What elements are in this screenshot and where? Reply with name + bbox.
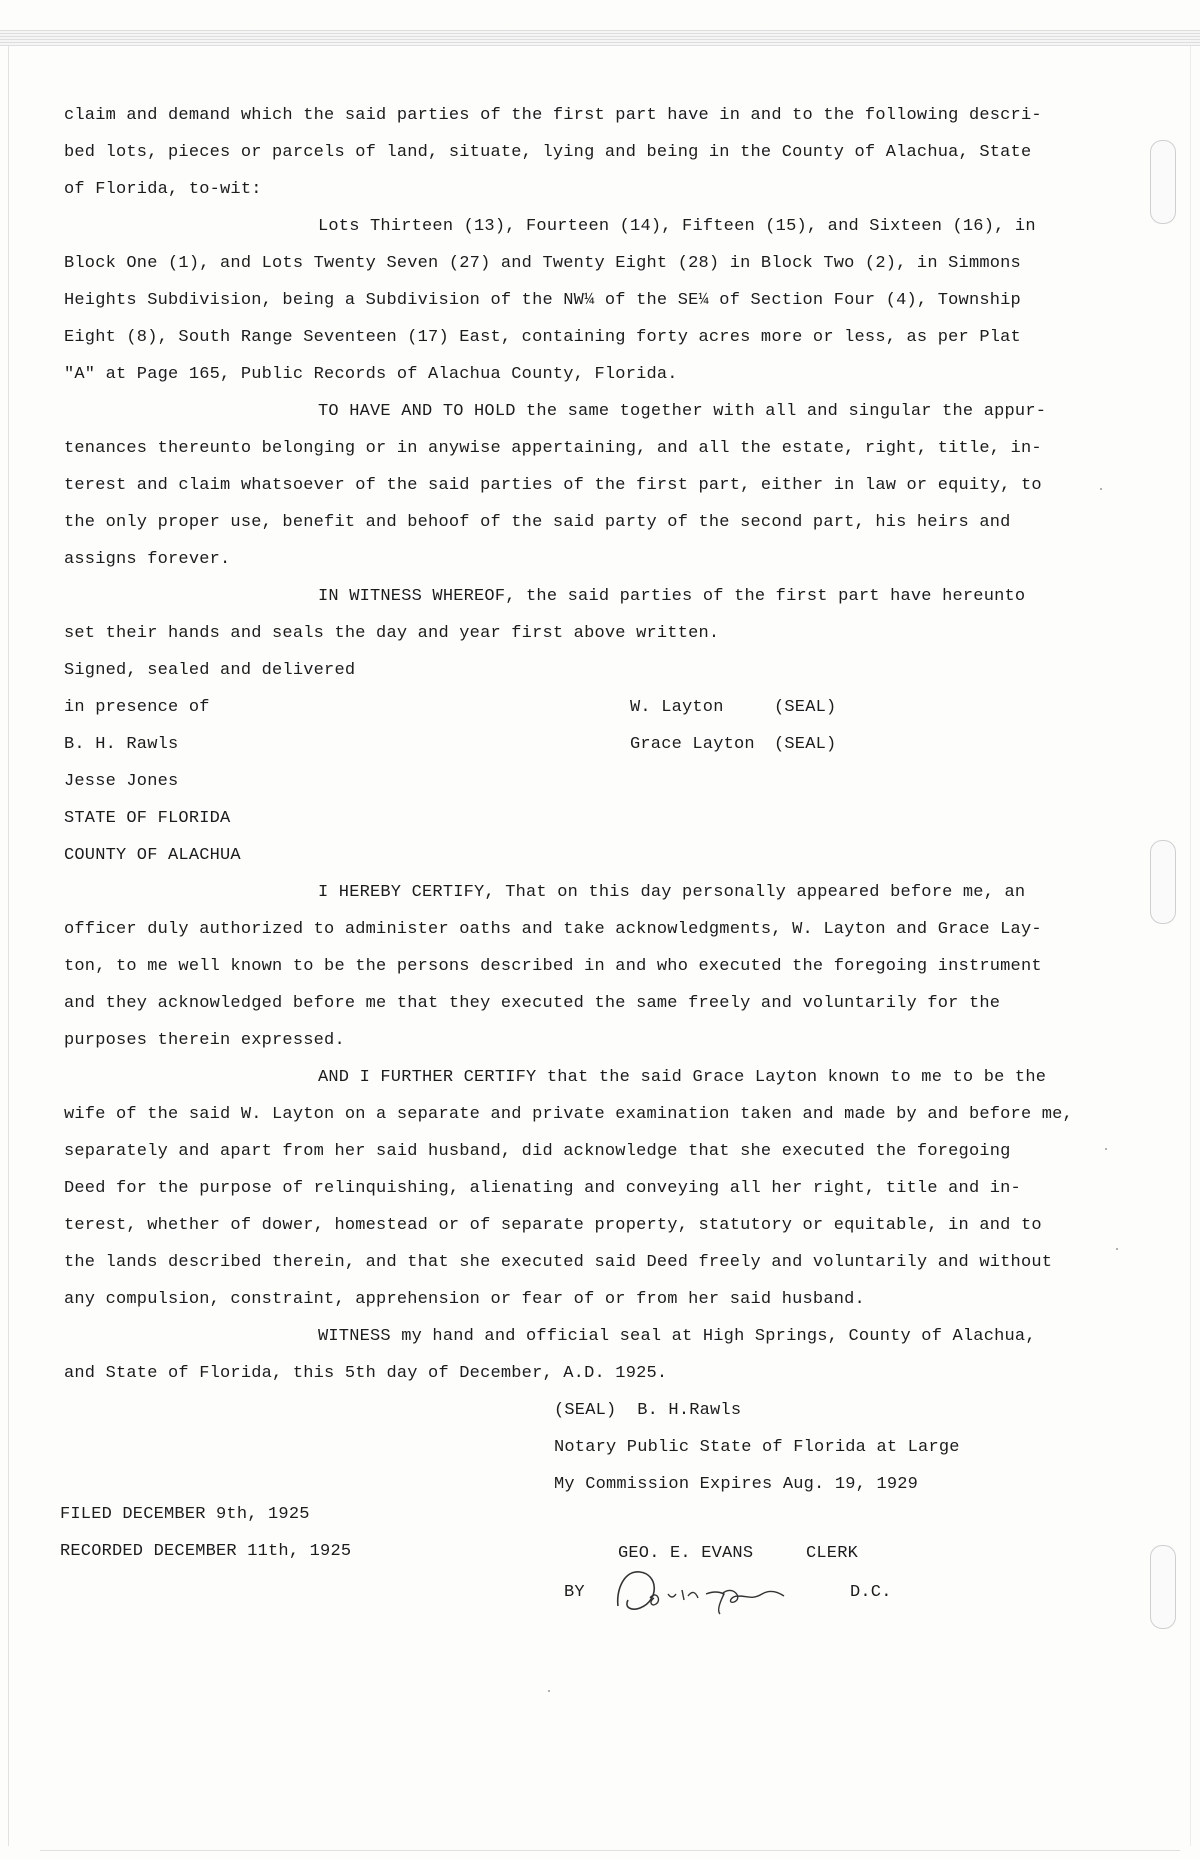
speck (1105, 1148, 1107, 1150)
grantor-signature: W. Layton (630, 698, 724, 717)
body-line: IN WITNESS WHEREOF, the said parties of the first part have hereunto (318, 587, 1026, 606)
body-line: assigns forever. (64, 550, 231, 569)
body-line: WITNESS my hand and official seal at High Springs, County of Alachua, (318, 1327, 1036, 1346)
by-label: BY (564, 1583, 585, 1602)
body-line: terest, whether of dower, homestead or of separate property, statutory or equitable, in and to (64, 1216, 1042, 1235)
body-line: officer duly authorized to administer oaths and take acknowledgments, W. Layton and Grace Lay- (64, 920, 1042, 939)
body-line: I HEREBY CERTIFY, That on this day personally appeared before me, an (318, 883, 1026, 902)
page-right-edge (1190, 46, 1191, 1846)
body-line: AND I FURTHER CERTIFY that the said Grace Layton known to me to be the (318, 1068, 1047, 1087)
body-line: purposes therein expressed. (64, 1031, 345, 1050)
body-line: Jesse Jones (64, 772, 179, 791)
body-line: STATE OF FLORIDA (64, 809, 231, 828)
speck (1100, 488, 1102, 490)
page-bottom-edge (40, 1850, 1180, 1851)
body-line: and they acknowledged before me that they executed the same freely and voluntarily for the (64, 994, 1001, 1013)
notary-commission: My Commission Expires Aug. 19, 1929 (554, 1475, 919, 1494)
body-line: Heights Subdivision, being a Subdivision of the NW¼ of the SE¼ of Section Four (4), Township (64, 291, 1021, 310)
body-line: Deed for the purpose of relinquishing, alienating and conveying all her right, title and in- (64, 1179, 1021, 1198)
recorded-date: RECORDED DECEMBER 11th, 1925 (60, 1542, 352, 1561)
body-line: of Florida, to-wit: (64, 180, 262, 199)
body-line: "A" at Page 165, Public Records of Alachua County, Florida. (64, 365, 678, 384)
grantor-signature: Grace Layton (630, 735, 755, 754)
body-line: Eight (8), South Range Seventeen (17) East, containing forty acres more or less, as per Plat (64, 328, 1021, 347)
body-line: bed lots, pieces or parcels of land, situate, lying and being in the County of Alachua, State (64, 143, 1032, 162)
scan-top-band (0, 30, 1200, 46)
body-line: Lots Thirteen (13), Fourteen (14), Fifteen (15), and Sixteen (16), in (318, 217, 1036, 236)
seal-mark: (SEAL) (774, 735, 837, 754)
body-line: in presence of (64, 698, 210, 717)
body-line: claim and demand which the said parties of the first part have in and to the following descri- (64, 106, 1042, 125)
body-line: Signed, sealed and delivered (64, 661, 356, 680)
speck (548, 1690, 550, 1692)
binder-hole-icon (1150, 140, 1176, 224)
body-line: the lands described therein, and that she executed said Deed freely and voluntarily and without (64, 1253, 1053, 1272)
filed-date: FILED DECEMBER 9th, 1925 (60, 1505, 310, 1524)
seal-mark: (SEAL) (774, 698, 837, 717)
speck (1116, 1248, 1118, 1250)
body-line: tenances thereunto belonging or in anywise appertaining, and all the estate, right, title, in- (64, 439, 1042, 458)
body-line: set their hands and seals the day and year first above written. (64, 624, 720, 643)
notary-title: Notary Public State of Florida at Large (554, 1438, 960, 1457)
body-line: Block One (1), and Lots Twenty Seven (27) and Twenty Eight (28) in Block Two (2), in Simmons (64, 254, 1021, 273)
body-line: any compulsion, constraint, apprehension or fear of or from her said husband. (64, 1290, 865, 1309)
binder-hole-icon (1150, 840, 1176, 924)
deputy-clerk-suffix: D.C. (850, 1583, 892, 1602)
notary-seal-name: (SEAL) B. H.Rawls (554, 1401, 742, 1420)
body-line: TO HAVE AND TO HOLD the same together with all and singular the appur- (318, 402, 1047, 421)
body-line: separately and apart from her said husband, did acknowledge that she executed the foregoing (64, 1142, 1011, 1161)
clerk-title: CLERK (806, 1544, 859, 1563)
body-line: B. H. Rawls (64, 735, 179, 754)
body-line: terest and claim whatsoever of the said parties of the first part, either in law or equity, to (64, 476, 1042, 495)
body-line: wife of the said W. Layton on a separate and private examination taken and made by and before me, (64, 1105, 1073, 1124)
body-line: the only proper use, benefit and behoof of the said party of the second part, his heirs and (64, 513, 1011, 532)
clerk-name: GEO. E. EVANS (618, 1544, 754, 1563)
deputy-signature-text: Doris Jones (720, 1618, 727, 1619)
body-line: ton, to me well known to be the persons described in and who executed the foregoing instrument (64, 957, 1042, 976)
deputy-signature (610, 1560, 830, 1620)
body-line: COUNTY OF ALACHUA (64, 846, 241, 865)
body-line: and State of Florida, this 5th day of December, A.D. 1925. (64, 1364, 668, 1383)
binder-hole-icon (1150, 1545, 1176, 1629)
page-left-edge (8, 46, 9, 1846)
